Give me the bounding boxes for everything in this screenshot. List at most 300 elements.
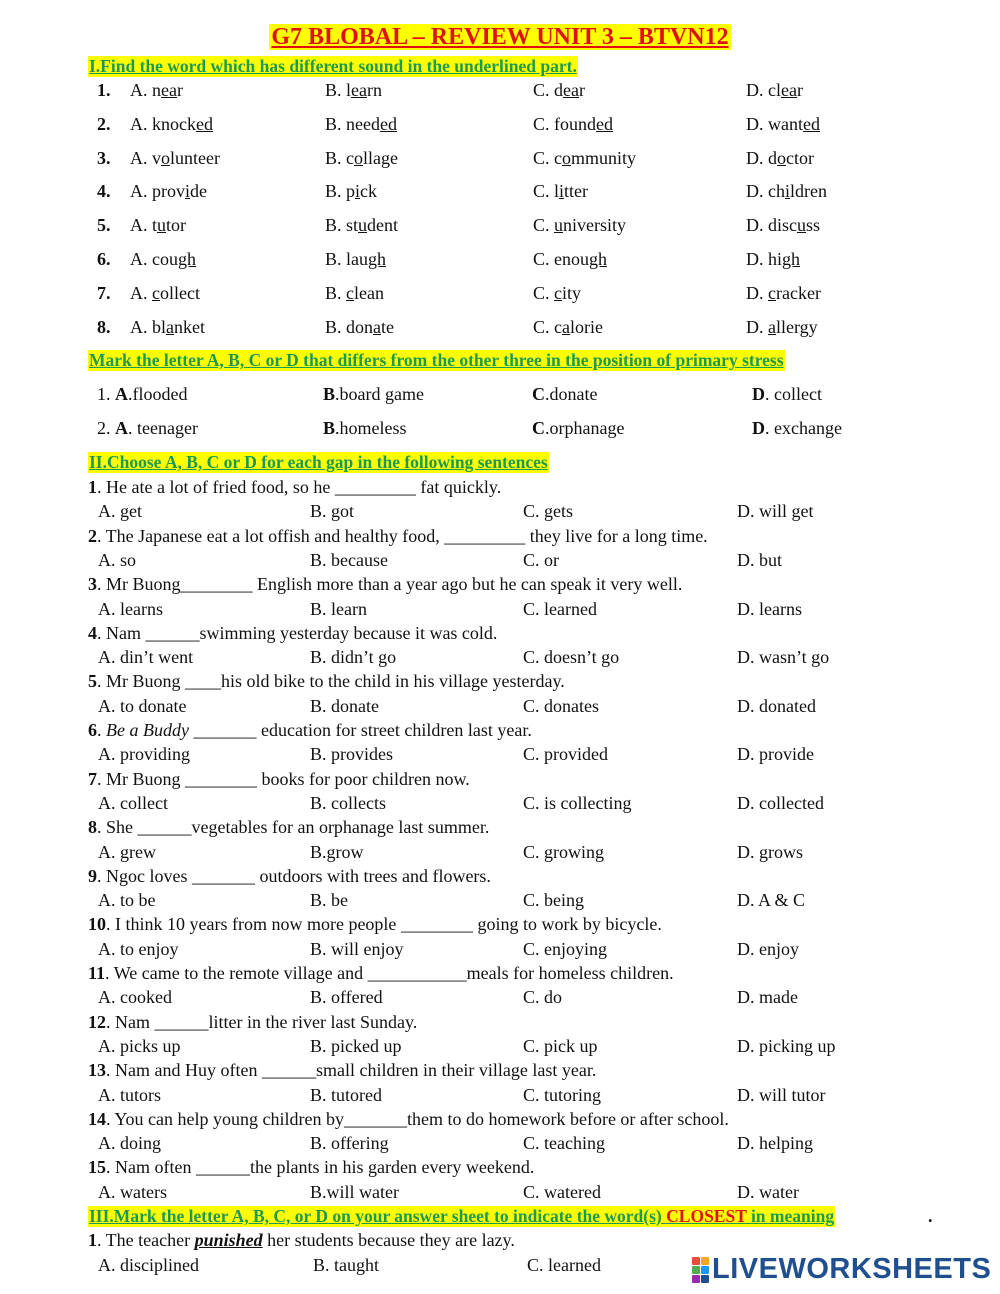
- question-text: . Nam: [97, 622, 146, 643]
- answer-options: [0, 744, 1000, 770]
- question-text: . Nam and Huy often: [106, 1060, 262, 1081]
- pronunciation-row: [0, 249, 1000, 275]
- underlined-part: i: [785, 181, 791, 202]
- option-a[interactable]: [130, 80, 183, 101]
- option-text: .orphanage: [545, 418, 625, 438]
- option-c[interactable]: C. do: [523, 987, 563, 1008]
- option-text: A. n: [130, 80, 161, 100]
- option-text: D. cl: [746, 80, 781, 100]
- answer-blank[interactable]: ______: [261, 1060, 316, 1081]
- option-d[interactable]: D. donated: [737, 695, 816, 716]
- option-a[interactable]: [130, 249, 196, 270]
- question-number: 5: [88, 671, 97, 692]
- option-a[interactable]: 1. A.flooded: [97, 384, 188, 404]
- option-text: D. hi: [746, 249, 782, 269]
- option-a[interactable]: A. tutors: [98, 1084, 161, 1105]
- option-b[interactable]: B. because: [310, 549, 388, 570]
- option-c[interactable]: [532, 418, 624, 439]
- question-text: . Be a Buddy: [97, 720, 189, 740]
- option-text: .donate: [545, 384, 598, 404]
- question: [88, 526, 708, 547]
- option-d[interactable]: D. helping: [737, 1133, 813, 1154]
- option-b[interactable]: [325, 317, 394, 338]
- option-text: A. knock: [130, 113, 196, 134]
- option-c[interactable]: C. gets: [523, 501, 574, 522]
- answer-options: [0, 501, 1000, 527]
- option-b[interactable]: [325, 283, 384, 304]
- answer-blank[interactable]: _______: [191, 865, 255, 886]
- option-text: C. found: [533, 113, 596, 134]
- question-number: 3: [88, 574, 97, 595]
- option-a[interactable]: 2. A. teenager: [97, 418, 198, 438]
- option-letter: A: [115, 418, 128, 438]
- option-text: B. c: [325, 147, 354, 168]
- option-text: .homeless: [335, 418, 407, 438]
- question-text: . Mr Buong: [97, 768, 186, 789]
- option-b[interactable]: [325, 249, 386, 270]
- option-b[interactable]: [325, 181, 377, 202]
- item-number: 8.: [97, 316, 111, 337]
- option-a[interactable]: A. disciplined: [98, 1255, 199, 1275]
- answer-blank[interactable]: ________: [185, 768, 258, 789]
- option-c[interactable]: [533, 249, 607, 270]
- underlined-part: a: [562, 316, 570, 337]
- option-d[interactable]: [746, 283, 821, 304]
- answer-blank[interactable]: ___________: [367, 963, 467, 983]
- underlined-part: ea: [781, 80, 797, 100]
- underlined-part: gh: [782, 249, 800, 269]
- option-b[interactable]: B. learn: [310, 598, 367, 619]
- option-d[interactable]: [746, 249, 800, 270]
- option-c[interactable]: C. growing: [523, 841, 604, 862]
- option-text: lunteer: [170, 147, 220, 168]
- option-text: B. need: [325, 113, 380, 134]
- option-a[interactable]: A. grew: [98, 841, 156, 862]
- option-text: A.: [130, 282, 152, 303]
- underlined-part: i: [355, 181, 361, 202]
- question-text: fat quickly.: [415, 477, 502, 497]
- question: [88, 574, 682, 595]
- option-b[interactable]: B. offering: [310, 1133, 389, 1154]
- underlined-part: ea: [351, 80, 367, 100]
- pronunciation-row: [0, 80, 1000, 106]
- underlined-part: o: [562, 147, 571, 168]
- option-d[interactable]: D. grows: [737, 841, 803, 862]
- section-2-heading: II.Choose A, B, C or D for each gap in the following sentences: [89, 452, 548, 472]
- answer-blank[interactable]: _________: [334, 477, 416, 497]
- option-a[interactable]: [130, 283, 200, 304]
- stress-row: [0, 384, 1000, 410]
- underlined-part: ed: [596, 113, 613, 134]
- option-c[interactable]: [533, 283, 581, 304]
- underlined-part: o: [777, 147, 786, 168]
- option-c[interactable]: C. learned: [523, 598, 597, 619]
- underlined-part: i: [185, 181, 191, 202]
- question-text: they live for a long time.: [525, 525, 708, 546]
- option-b[interactable]: B. donate: [310, 695, 379, 716]
- question-text: outdoors with trees and flowers.: [254, 865, 491, 886]
- underlined-part: a: [768, 316, 776, 337]
- underlined-part: ed: [803, 113, 820, 134]
- underlined-part: u: [157, 215, 166, 236]
- pronunciation-row: [0, 148, 1000, 174]
- question-number: 9: [88, 865, 97, 886]
- option-c[interactable]: [533, 181, 588, 202]
- answer-options: [0, 890, 1000, 916]
- option-c[interactable]: [533, 317, 603, 338]
- option-text: D. d: [746, 147, 777, 168]
- question-text: going to work by bicycle.: [472, 914, 662, 935]
- question-number: 1: [88, 477, 97, 497]
- option-b[interactable]: B. will enjoy: [310, 938, 404, 959]
- option-text: ldren: [790, 181, 827, 202]
- question-text: English more than a year ago but he can speak it very well.: [252, 574, 683, 595]
- option-b[interactable]: B.grow: [310, 841, 364, 862]
- option-b[interactable]: B. tutored: [310, 1084, 382, 1105]
- option-d[interactable]: D. picking up: [737, 1035, 836, 1056]
- option-a[interactable]: A. to donate: [98, 695, 187, 716]
- underlined-part: o: [161, 147, 170, 168]
- answer-blank[interactable]: _________: [444, 525, 526, 546]
- option-d[interactable]: [746, 148, 814, 169]
- option-letter: A: [115, 384, 128, 404]
- option-text: rn: [367, 80, 382, 100]
- answer-blank[interactable]: ________: [180, 574, 253, 595]
- option-d[interactable]: D. water: [737, 1181, 799, 1202]
- option-a[interactable]: A. picks up: [98, 1035, 181, 1056]
- question-text: . I think 10 years from now more people: [106, 914, 401, 935]
- underlined-part: o: [354, 147, 363, 168]
- underlined-part: c: [346, 282, 355, 303]
- option-text: A. v: [130, 147, 161, 168]
- option-c[interactable]: C. being: [523, 890, 584, 911]
- option-letter: D: [752, 384, 765, 404]
- item-number: 5.: [97, 215, 111, 236]
- option-text: racker: [776, 282, 821, 303]
- option-a[interactable]: [130, 114, 213, 135]
- answer-options: [0, 939, 1000, 965]
- question-text: meals for homeless children.: [466, 963, 674, 983]
- question: [88, 720, 532, 741]
- option-text: llage: [363, 147, 398, 168]
- option-letter: C: [532, 418, 545, 438]
- closest-keyword: CLOSEST: [666, 1206, 747, 1226]
- answer-options: [0, 647, 1000, 673]
- answer-options: [0, 1036, 1000, 1062]
- answer-options: [0, 987, 1000, 1013]
- option-d[interactable]: [752, 418, 842, 439]
- option-text: B.: [325, 282, 347, 303]
- option-d[interactable]: D. enjoy: [737, 938, 799, 959]
- option-text: B. l: [325, 80, 352, 100]
- answer-blank[interactable]: _______: [343, 1108, 407, 1129]
- option-d[interactable]: [746, 114, 820, 135]
- option-b[interactable]: B. collects: [310, 792, 386, 813]
- pronunciation-row: [0, 215, 1000, 241]
- option-text: dent: [367, 215, 399, 236]
- question-text: . He ate a lot of fried food, so he: [97, 477, 335, 497]
- answer-options: [0, 599, 1000, 625]
- option-a[interactable]: A. cooked: [98, 987, 172, 1008]
- option-b[interactable]: B. taught: [313, 1255, 379, 1275]
- option-c[interactable]: C. provided: [523, 744, 608, 765]
- option-d[interactable]: D. collected: [737, 792, 824, 813]
- item-number: 2: [97, 418, 106, 438]
- underlined-part: a: [166, 316, 174, 337]
- question: [88, 1060, 596, 1081]
- item-number: 4.: [97, 181, 111, 202]
- answer-options: [0, 793, 1000, 819]
- option-c[interactable]: C. teaching: [523, 1133, 605, 1154]
- underlined-part: gh: [178, 249, 196, 269]
- question: [88, 671, 565, 692]
- option-text: D. ch: [746, 181, 785, 202]
- option-letter: B: [323, 384, 336, 404]
- worksheet-title: G7 BLOBAL – REVIEW UNIT 3 – BTVN12: [271, 24, 729, 50]
- option-b[interactable]: B. provides: [310, 744, 393, 765]
- question-number: 7: [88, 768, 97, 789]
- option-d[interactable]: [746, 80, 803, 101]
- question-number: 2: [88, 525, 97, 546]
- answer-blank[interactable]: _______: [193, 720, 257, 740]
- underlined-part: ea: [161, 80, 177, 100]
- answer-blank[interactable]: ______: [137, 817, 192, 838]
- question-number: 13: [88, 1060, 106, 1081]
- answer-blank[interactable]: ______: [145, 622, 200, 643]
- option-c[interactable]: [533, 80, 585, 101]
- option-d[interactable]: D. learns: [737, 598, 802, 619]
- option-b[interactable]: B.will water: [310, 1181, 399, 1202]
- option-d[interactable]: D. wasn’t go: [737, 647, 830, 668]
- option-a[interactable]: A. collect: [98, 792, 168, 813]
- answer-blank[interactable]: ________: [400, 914, 473, 935]
- answer-blank[interactable]: ____: [185, 671, 222, 692]
- option-a[interactable]: [130, 317, 205, 338]
- answer-options: [0, 1085, 1000, 1111]
- question: [88, 769, 470, 790]
- option-text: D. disc: [746, 215, 797, 236]
- question: [88, 1012, 417, 1033]
- pronunciation-row: [0, 114, 1000, 140]
- answer-options: [0, 1133, 1000, 1159]
- option-c[interactable]: C. is collecting: [523, 792, 632, 813]
- option-text: A. cou: [130, 249, 178, 269]
- option-b[interactable]: [325, 215, 398, 236]
- question-number: 14: [88, 1108, 106, 1129]
- question-text: . Mr Buong: [97, 574, 181, 595]
- option-text: A. t: [130, 215, 157, 236]
- question-text: them to do homework before or after school.: [406, 1108, 729, 1129]
- question-number: 10: [88, 914, 106, 935]
- option-d[interactable]: D. will tutor: [737, 1084, 826, 1105]
- question: [88, 914, 662, 935]
- option-text: r: [796, 80, 803, 100]
- option-text: .flooded: [128, 384, 188, 404]
- option-text: B. p: [325, 181, 356, 202]
- option-d[interactable]: D. A & C: [737, 890, 806, 911]
- option-c[interactable]: [533, 148, 636, 169]
- option-text: C. c: [533, 316, 562, 337]
- option-b[interactable]: B. got: [310, 501, 355, 522]
- option-text: D.: [746, 316, 768, 337]
- option-text: B. don: [325, 316, 374, 337]
- option-c[interactable]: [532, 384, 597, 405]
- option-text: tter: [564, 181, 589, 202]
- option-d[interactable]: D. will get: [737, 501, 814, 522]
- option-text: A. prov: [130, 181, 185, 202]
- option-c[interactable]: [533, 114, 613, 135]
- option-text: r: [176, 80, 183, 100]
- option-text: r: [579, 80, 585, 100]
- option-b[interactable]: [323, 384, 424, 405]
- option-c[interactable]: C. doesn’t go: [523, 647, 620, 668]
- option-letter: C: [532, 384, 545, 404]
- question: [88, 623, 497, 644]
- underlined-part: c: [768, 282, 776, 303]
- option-a[interactable]: A. to be: [98, 890, 156, 911]
- pronunciation-row: [0, 317, 1000, 343]
- question-text: . The Japanese eat a lot offish and healthy food,: [97, 525, 445, 546]
- question-text: litter in the river last Sunday.: [208, 1011, 418, 1032]
- option-b[interactable]: B. picked up: [310, 1035, 402, 1056]
- option-b[interactable]: [325, 114, 397, 135]
- option-b[interactable]: B. offered: [310, 987, 383, 1008]
- option-b[interactable]: [325, 80, 382, 101]
- option-d[interactable]: D. made: [737, 987, 798, 1008]
- item-number: 1: [97, 384, 106, 404]
- option-letter: D: [752, 418, 765, 438]
- underlined-part: gh: [368, 249, 386, 269]
- item-number: 6.: [97, 249, 111, 269]
- underlined-part: i: [559, 181, 565, 202]
- option-b[interactable]: B. didn’t go: [310, 647, 397, 668]
- underlined-part: c: [152, 282, 160, 303]
- question-text: . Ngoc loves: [97, 865, 192, 886]
- question: [88, 477, 501, 498]
- option-c[interactable]: C. pick up: [523, 1035, 598, 1056]
- question-number: 6: [88, 720, 97, 740]
- option-text: C.: [533, 215, 555, 236]
- answer-options: [0, 842, 1000, 868]
- option-text: ck: [360, 181, 378, 202]
- option-text: ollect: [160, 282, 200, 303]
- option-text: . teenager: [128, 418, 198, 438]
- question-text: books for poor children now.: [257, 768, 470, 789]
- section-1-heading: I.Find the word which has different sound in the underlined part.: [89, 56, 577, 76]
- liveworksheets-logo: LIVEWORKSHEETS: [692, 1254, 991, 1284]
- option-c[interactable]: C. watered: [523, 1181, 601, 1202]
- pronunciation-row: [0, 283, 1000, 309]
- option-b[interactable]: B. be: [310, 890, 348, 911]
- item-number: 2.: [97, 113, 111, 134]
- option-text: te: [381, 316, 395, 337]
- option-text: niversity: [563, 215, 627, 236]
- option-text: mmunity: [571, 147, 637, 168]
- question-text: vegetables for an orphanage last summer.: [191, 817, 490, 838]
- option-d[interactable]: [746, 181, 827, 202]
- option-text: C. c: [533, 147, 562, 168]
- option-letter: B: [323, 418, 336, 438]
- option-a[interactable]: A. to enjoy: [98, 938, 179, 959]
- option-c[interactable]: C. enjoying: [523, 938, 607, 959]
- question-text: . We came to the remote village and: [105, 963, 368, 983]
- question-text: the plants in his garden every weekend.: [249, 1157, 535, 1178]
- option-a[interactable]: A. get: [98, 501, 142, 522]
- option-text: C.: [533, 282, 555, 303]
- underlined-part: a: [373, 316, 382, 337]
- item-number: 3.: [97, 147, 111, 168]
- question-text: . Nam: [106, 1011, 155, 1032]
- option-d[interactable]: D. but: [737, 549, 782, 570]
- option-text: ctor: [786, 147, 814, 168]
- question: [88, 1109, 729, 1130]
- option-text: tor: [166, 215, 186, 236]
- option-text: C. d: [533, 80, 564, 100]
- answer-options: [0, 550, 1000, 576]
- option-a[interactable]: A. learns: [98, 598, 163, 619]
- answer-blank[interactable]: ______: [154, 1011, 209, 1032]
- underlined-part: ed: [379, 113, 397, 134]
- item-number: 1.: [97, 80, 111, 100]
- option-a[interactable]: A. waters: [98, 1181, 167, 1202]
- question-text: . You can help young children by: [106, 1108, 344, 1129]
- underlined-part: gh: [589, 249, 607, 269]
- question-text: small children in their village last year.: [315, 1060, 597, 1081]
- option-text: de: [190, 181, 208, 202]
- option-a[interactable]: [130, 215, 186, 236]
- option-text: A. bl: [130, 316, 166, 337]
- option-b[interactable]: [325, 148, 398, 169]
- option-c[interactable]: C. or: [523, 549, 559, 570]
- pronunciation-row: [0, 181, 1000, 207]
- question-text: . She: [97, 817, 138, 838]
- option-text: B. st: [325, 215, 359, 236]
- option-a[interactable]: A. so: [98, 549, 137, 570]
- question-number: 8: [88, 817, 97, 838]
- option-a[interactable]: [130, 148, 220, 169]
- option-text: ss: [806, 215, 821, 236]
- option-d[interactable]: D. provide: [737, 744, 814, 765]
- option-c[interactable]: C. donates: [523, 695, 599, 716]
- option-d[interactable]: [746, 215, 820, 236]
- option-c[interactable]: C. learned: [527, 1255, 601, 1275]
- question-text: his old bike to the child in his village yesterday.: [221, 671, 565, 692]
- question-number: 4: [88, 622, 97, 643]
- item-number: 7.: [97, 282, 111, 303]
- option-c[interactable]: [533, 215, 626, 236]
- option-a[interactable]: A. doing: [98, 1133, 161, 1154]
- question-text: swimming yesterday because it was cold.: [199, 622, 498, 643]
- option-d[interactable]: [746, 317, 818, 338]
- question-number: 11: [88, 963, 106, 983]
- underlined-part: c: [554, 282, 563, 303]
- option-a[interactable]: A. din’t went: [98, 647, 194, 668]
- option-text: . exchange: [765, 418, 842, 438]
- option-a[interactable]: [130, 181, 207, 202]
- option-c[interactable]: C. tutoring: [523, 1084, 602, 1105]
- option-text: C. l: [533, 181, 560, 202]
- meaning-question: 1. The teacher punished her students because they are lazy.: [88, 1230, 515, 1250]
- stress-heading: Mark the letter A, B, C or D that differs from the other three in the position of primary stress: [89, 350, 784, 370]
- stress-row: [0, 418, 1000, 444]
- underlined-part: u: [554, 215, 564, 236]
- option-d[interactable]: [752, 384, 822, 405]
- question-text: education for street children last year.: [256, 720, 532, 740]
- option-a[interactable]: A. providing: [98, 744, 190, 765]
- option-text: .board game: [335, 384, 424, 404]
- answer-blank[interactable]: ______: [195, 1157, 250, 1178]
- option-b[interactable]: [323, 418, 407, 439]
